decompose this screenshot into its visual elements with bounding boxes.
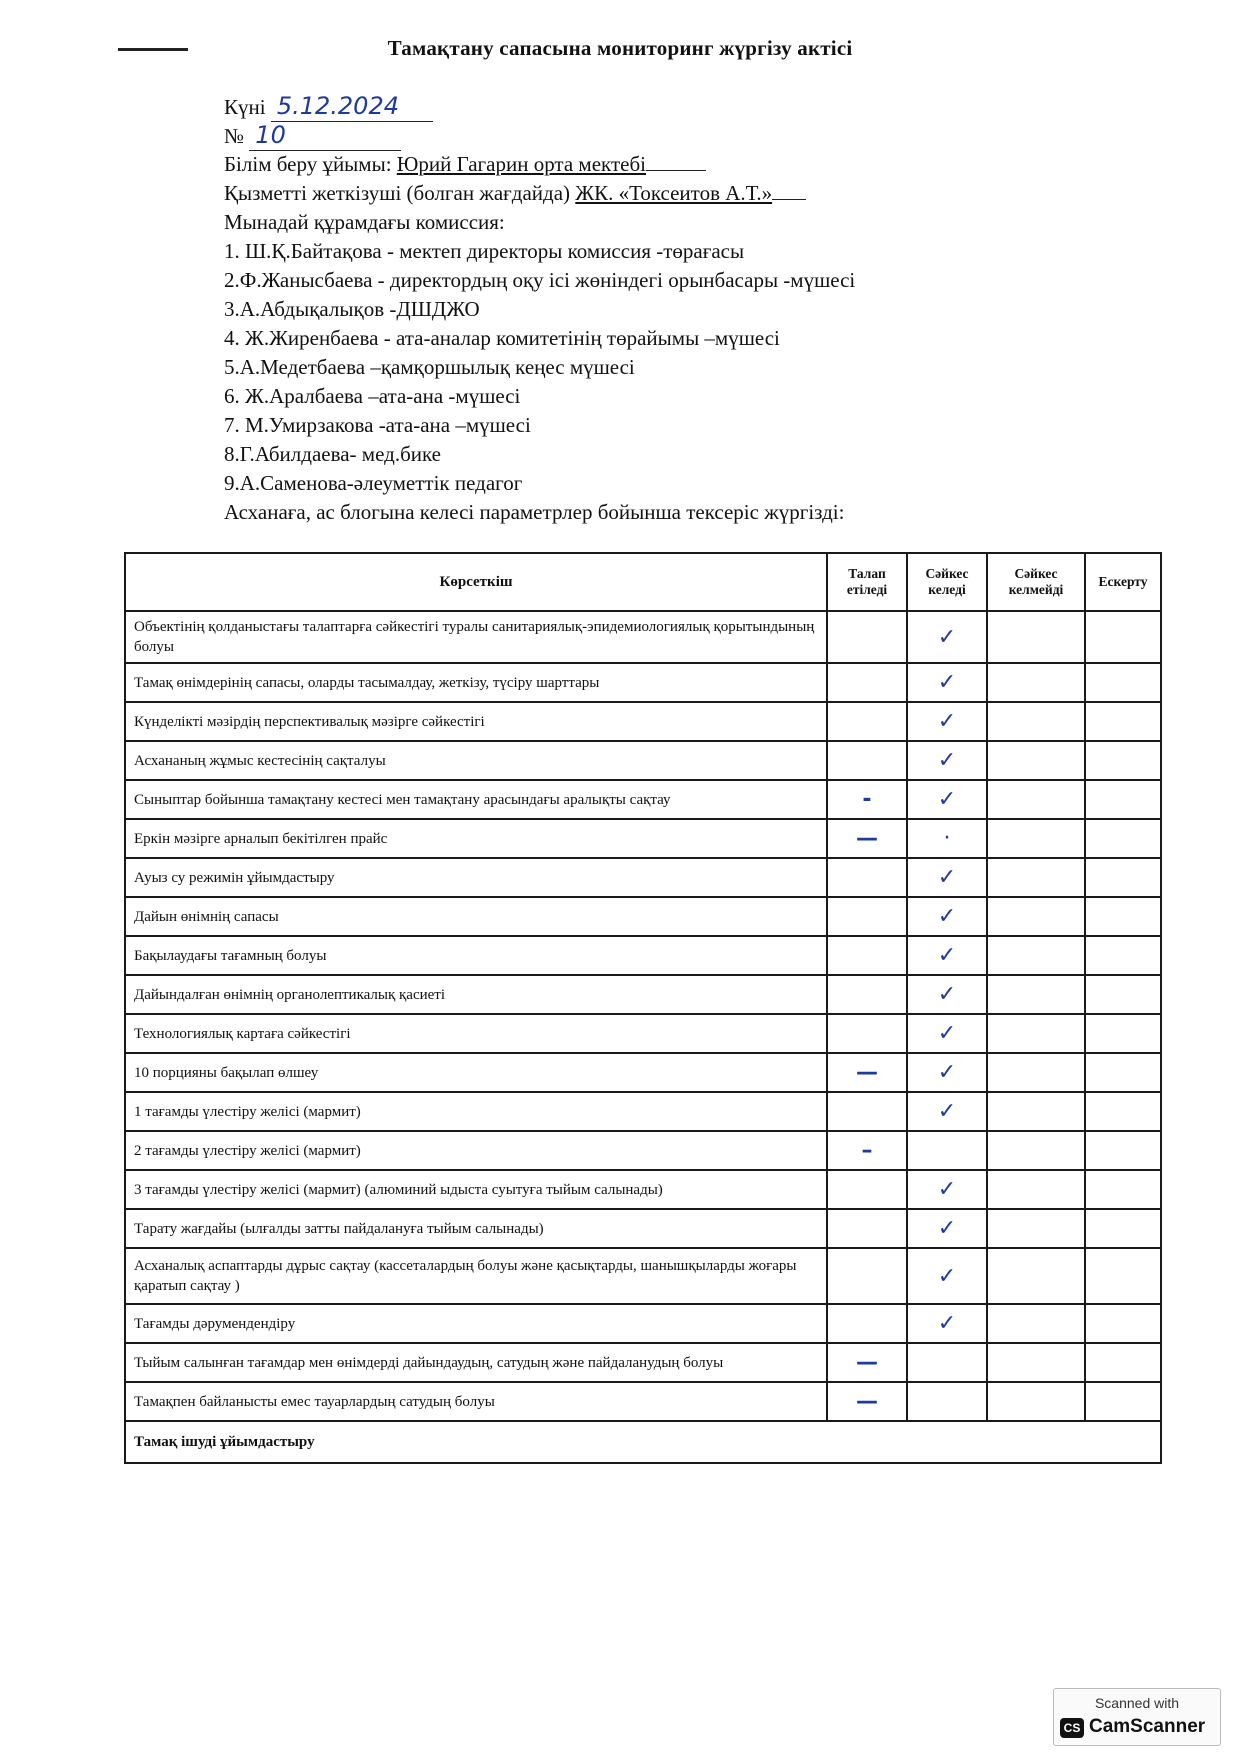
compliant-cell: ✓ <box>907 858 987 897</box>
organization-label: Білім беру ұйымы: <box>224 152 392 176</box>
compliant-cell: ✓ <box>907 897 987 936</box>
noncompliant-cell <box>987 663 1085 702</box>
compliant-cell <box>907 1343 987 1382</box>
compliant-cell: ✓ <box>907 741 987 780</box>
noncompliant-cell <box>987 936 1085 975</box>
indicator-cell: Ауыз су режимін ұйымдастыру <box>125 858 827 897</box>
table-row <box>125 1343 1161 1382</box>
indicator-cell: Тыйым салынған тағамдар мен өнімдерді дайындаудың, сатудың және пайдаланудың болуы <box>125 1343 827 1382</box>
noncompliant-cell <box>987 1170 1085 1209</box>
header-block <box>224 92 1124 527</box>
note-cell <box>1085 1092 1161 1131</box>
indicator-cell: Бақылаудағы тағамның болуы <box>125 936 827 975</box>
required-cell <box>827 936 907 975</box>
table-row <box>125 819 1161 858</box>
table-row <box>125 1248 1161 1304</box>
required-cell: — <box>827 1343 907 1382</box>
noncompliant-cell <box>987 1053 1085 1092</box>
document-title: Тамақтану сапасына мониторинг жүргізу актісі <box>387 36 853 60</box>
noncompliant-cell <box>987 1131 1085 1170</box>
compliant-cell: ✓ <box>907 1209 987 1248</box>
camscanner-logo-icon: CS <box>1060 1718 1084 1738</box>
indicator-cell: Объектінің қолданыстағы талаптарға сәйкестігі туралы санитариялық-эпидемиологиялық қорытындының болуы <box>125 611 827 663</box>
required-cell: – <box>827 1131 907 1170</box>
table-row <box>125 1053 1161 1092</box>
required-cell <box>827 858 907 897</box>
indicator-cell: Технологиялық картаға сәйкестігі <box>125 1014 827 1053</box>
required-cell <box>827 611 907 663</box>
table-body <box>125 611 1161 1463</box>
compliant-cell: ✓ <box>907 780 987 819</box>
indicator-cell: Дайын өнімнің сапасы <box>125 897 827 936</box>
noncompliant-cell <box>987 1304 1085 1343</box>
indicator-cell: 3 тағамды үлестіру желісі (мармит) (алюминий ыдыста суытуға тыйым салынады) <box>125 1170 827 1209</box>
required-cell <box>827 1209 907 1248</box>
required-cell <box>827 975 907 1014</box>
organization-blank <box>646 152 706 171</box>
note-cell <box>1085 819 1161 858</box>
required-cell: - <box>827 780 907 819</box>
noncompliant-cell <box>987 780 1085 819</box>
commission-member: 3.А.Абдықалықов -ДШДЖО <box>224 297 480 321</box>
commission-intro: Мынадай құрамдағы комиссия: <box>224 210 505 234</box>
table-row <box>125 897 1161 936</box>
required-cell <box>827 663 907 702</box>
note-cell <box>1085 663 1161 702</box>
commission-member: 7. М.Умирзакова -ата-ана –мүшесі <box>224 413 531 437</box>
compliant-cell: ✓ <box>907 611 987 663</box>
noncompliant-cell <box>987 858 1085 897</box>
provider-blank <box>772 181 806 200</box>
noncompliant-cell <box>987 1382 1085 1421</box>
noncompliant-cell <box>987 611 1085 663</box>
table-row <box>125 611 1161 663</box>
indicator-cell: Күнделікті мәзірдің перспективалық мәзірге сәйкестігі <box>125 702 827 741</box>
compliant-cell: ✓ <box>907 1014 987 1053</box>
indicator-cell: 2 тағамды үлестіру желісі (мармит) <box>125 1131 827 1170</box>
compliant-cell: ✓ <box>907 975 987 1014</box>
compliant-cell <box>907 1382 987 1421</box>
required-cell <box>827 1248 907 1304</box>
organization-line <box>224 150 1124 179</box>
table-row <box>125 663 1161 702</box>
table-row <box>125 858 1161 897</box>
header-required: Талап етіледі <box>827 553 907 611</box>
required-cell: — <box>827 1382 907 1421</box>
table-row <box>125 1092 1161 1131</box>
compliant-cell <box>907 1131 987 1170</box>
table-row <box>125 1170 1161 1209</box>
header-noncompliant: Сәйкес келмейді <box>987 553 1085 611</box>
required-cell <box>827 1304 907 1343</box>
note-cell <box>1085 897 1161 936</box>
provider-line <box>224 179 1124 208</box>
header-indicator: Көрсеткіш <box>125 553 827 611</box>
commission-member: 2.Ф.Жанысбаева - директордың оқу ісі жөніндегі орынбасары -мүшесі <box>224 268 856 292</box>
commission-member: 4. Ж.Жиренбаева - ата-аналар комитетінің төрайымы –мүшесі <box>224 326 780 350</box>
inspection-table <box>124 552 1162 1464</box>
header-compliant: Сәйкес келеді <box>907 553 987 611</box>
organization-value: Юрий Гагарин орта мектебі <box>396 152 646 176</box>
date-label: Күні <box>224 95 266 119</box>
commission-member: 6. Ж.Аралбаева –ата-ана -мүшесі <box>224 384 521 408</box>
noncompliant-cell <box>987 1014 1085 1053</box>
compliant-cell: ✓ <box>907 936 987 975</box>
noncompliant-cell <box>987 1248 1085 1304</box>
commission-member: 1. Ш.Қ.Байтақова - мектеп директоры комиссия -төрағасы <box>224 239 745 263</box>
required-cell <box>827 1014 907 1053</box>
indicator-cell: 1 тағамды үлестіру желісі (мармит) <box>125 1092 827 1131</box>
compliant-cell: ✓ <box>907 1053 987 1092</box>
table-row <box>125 741 1161 780</box>
indicator-cell: Еркін мәзірге арналып бекітілген прайс <box>125 819 827 858</box>
number-label: № <box>224 124 245 148</box>
table-header-row <box>125 553 1161 611</box>
compliant-cell: ✓ <box>907 1170 987 1209</box>
provider-value: ЖК. «Токсеитов А.Т.» <box>575 181 773 205</box>
note-cell <box>1085 1343 1161 1382</box>
date-line <box>224 92 1124 121</box>
noncompliant-cell <box>987 702 1085 741</box>
compliant-cell: ✓ <box>907 663 987 702</box>
table-row <box>125 1014 1161 1053</box>
compliant-cell: · <box>907 819 987 858</box>
table-row <box>125 975 1161 1014</box>
note-cell <box>1085 1248 1161 1304</box>
note-cell <box>1085 975 1161 1014</box>
number-line <box>224 121 1124 150</box>
indicator-cell: Асхананың жұмыс кестесінің сақталуы <box>125 741 827 780</box>
header-note: Ескерту <box>1085 553 1161 611</box>
commission-member: 9.А.Саменова-әлеуметтік педагог <box>224 471 523 495</box>
note-cell <box>1085 1209 1161 1248</box>
note-cell <box>1085 611 1161 663</box>
noncompliant-cell <box>987 975 1085 1014</box>
noncompliant-cell <box>987 741 1085 780</box>
compliant-cell: ✓ <box>907 1092 987 1131</box>
note-cell <box>1085 1053 1161 1092</box>
table-row <box>125 1304 1161 1343</box>
note-cell <box>1085 858 1161 897</box>
noncompliant-cell <box>987 819 1085 858</box>
indicator-cell: 10 порцияны бақылап өлшеу <box>125 1053 827 1092</box>
table-row <box>125 1209 1161 1248</box>
compliant-cell: ✓ <box>907 1248 987 1304</box>
scanned-with-text: Scanned with <box>1094 1695 1180 1711</box>
indicator-cell: Тамақ өнімдерінің сапасы, оларды тасымалдау, жеткізу, түсіру шарттары <box>125 663 827 702</box>
note-cell <box>1085 1170 1161 1209</box>
required-cell <box>827 897 907 936</box>
compliant-cell: ✓ <box>907 1304 987 1343</box>
required-cell <box>827 1092 907 1131</box>
inspection-intro: Асханаға, ас блогына келесі параметрлер бойынша тексеріс жүргізді: <box>224 500 845 524</box>
required-cell <box>827 741 907 780</box>
note-cell <box>1085 702 1161 741</box>
footer-cell: Тамақ ішуді ұйымдастыру <box>125 1421 1161 1463</box>
indicator-cell: Тарату жағдайы (ылғалды затты пайдалануға тыйым салынады) <box>125 1209 827 1248</box>
required-cell: — <box>827 819 907 858</box>
table-row <box>125 936 1161 975</box>
required-cell <box>827 702 907 741</box>
compliant-cell: ✓ <box>907 702 987 741</box>
note-cell <box>1085 741 1161 780</box>
note-cell <box>1085 1382 1161 1421</box>
note-cell <box>1085 936 1161 975</box>
table-row <box>125 780 1161 819</box>
table-row <box>125 1131 1161 1170</box>
provider-label: Қызметті жеткізуші (болган жағдайда) <box>224 181 571 205</box>
commission-member: 5.А.Медетбаева –қамқоршылық кеңес мүшесі <box>224 355 635 379</box>
camscanner-name: CamScanner <box>1089 1716 1206 1737</box>
note-cell <box>1085 1131 1161 1170</box>
noncompliant-cell <box>987 897 1085 936</box>
indicator-cell: Асханалық аспаптарды дұрыс сақтау (кассеталардың болуы және қасықтарды, шанышқыларды жоғары қаратып сақтау ) <box>125 1248 827 1304</box>
date-value: 5.12.2024 <box>271 92 433 122</box>
camscanner-badge <box>1053 1688 1221 1746</box>
required-cell <box>827 1170 907 1209</box>
required-cell: — <box>827 1053 907 1092</box>
table-row <box>125 702 1161 741</box>
noncompliant-cell <box>987 1343 1085 1382</box>
note-cell <box>1085 1014 1161 1053</box>
note-cell <box>1085 780 1161 819</box>
table-row <box>125 1382 1161 1421</box>
note-cell <box>1085 1304 1161 1343</box>
table-footer-row <box>125 1421 1161 1463</box>
indicator-cell: Тамақпен байланысты емес тауарлардың сатудың болуы <box>125 1382 827 1421</box>
indicator-cell: Дайындалған өнімнің органолептикалық қасиеті <box>125 975 827 1014</box>
indicator-cell: Тағамды дәрумендендіру <box>125 1304 827 1343</box>
noncompliant-cell <box>987 1209 1085 1248</box>
commission-member: 8.Г.Абилдаева- мед.бике <box>224 442 441 466</box>
indicator-cell: Сыныптар бойынша тамақтану кестесі мен тамақтану арасындағы аралықты сақтау <box>125 780 827 819</box>
number-value: 10 <box>249 121 401 151</box>
noncompliant-cell <box>987 1092 1085 1131</box>
